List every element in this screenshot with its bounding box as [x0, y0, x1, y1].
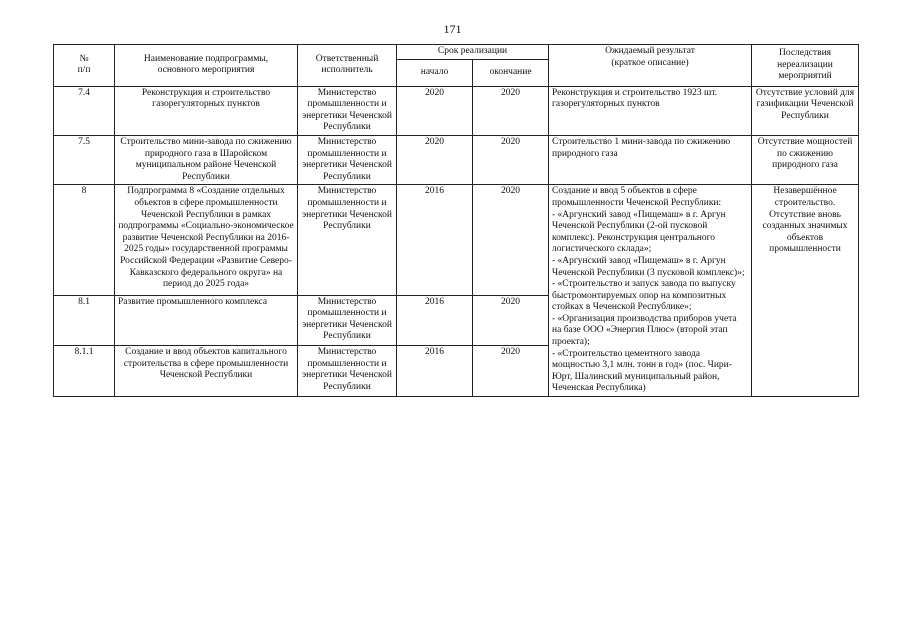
row-consequences: Отсутствие мощностей по сжижению природного газа: [752, 135, 859, 184]
row-num: 8.1.1: [54, 346, 115, 397]
row-start: 2020: [397, 135, 473, 184]
row-start: 2016: [397, 185, 473, 295]
row-executor: Министерство промышленности и энергетики Чеченской Республики: [298, 346, 397, 397]
header-name: Наименование подпрограммы, основного мероприятия: [115, 45, 298, 87]
header-result: Ожидаемый результат (краткое описание): [549, 45, 752, 87]
header-start: начало: [397, 59, 473, 86]
row-result: Строительство 1 мини-завода по сжижению природного газа: [549, 135, 752, 184]
row-executor: Министерство промышленности и энергетики Чеченской Республики: [298, 86, 397, 135]
header-period: Срок реализации: [397, 45, 549, 60]
row-start: 2016: [397, 295, 473, 346]
row-end: 2020: [473, 185, 549, 295]
row-consequences: Незавершённое строительство. Отсутствие вновь созданных значимых объектов промышленности: [752, 185, 859, 397]
header-end: окончание: [473, 59, 549, 86]
row-result: Создание и ввод 5 объектов в сфере промышленности Чеченской Республики: - «Аргунский завод «Пищемаш» в г. Аргун Чеченской Республики (2-ой пусковой комплекс). Реконструкция центрального логистического склада»; - «Аргунский завод «Пищемаш» в г. Аргун Чеченской Республики (3 пусковой комплекс)»; - «Строительство и запуск завода по выпуску быстромонтируемых опор на композитных стойках в Чеченской Республике»; - «Организация производства приборов учета на базе ООО «Энергия Плюс» (второй этап проекта); - «Строительство цементного завода мощностью 3,1 млн. тонн в год» (пос. Чири-Юрт, Шалинский муниципальный район, Чеченская Республика): [549, 185, 752, 397]
row-end: 2020: [473, 295, 549, 346]
row-num: 8.1: [54, 295, 115, 346]
row-start: 2020: [397, 86, 473, 135]
row-executor: Министерство промышленности и энергетики Чеченской Республики: [298, 185, 397, 295]
table-row: [54, 185, 859, 295]
header-num: № п/п: [54, 45, 115, 87]
row-num: 7.4: [54, 86, 115, 135]
row-end: 2020: [473, 346, 549, 397]
table-row: [54, 86, 859, 135]
row-end: 2020: [473, 135, 549, 184]
measures-table: [53, 44, 859, 397]
page-number: 171: [443, 22, 462, 36]
row-name: Строительство мини-завода по сжижению природного газа в Шаройском муниципальном районе Чеченской Республики: [115, 135, 298, 184]
row-executor: Министерство промышленности и энергетики Чеченской Республики: [298, 295, 397, 346]
header-consequences: Последствия нереализации мероприятий: [752, 45, 859, 87]
row-start: 2016: [397, 346, 473, 397]
row-name: Подпрограмма 8 «Создание отдельных объектов в сфере промышленности Чеченской Республики в рамках подпрограммы «Социально-экономическое развитие Чеченской Республики на 2016-2025 годы» государственной программы Российской Федерации «Развитие Северо-Кавказского федерального округа» на период до 2025 года»: [115, 185, 298, 295]
row-num: 7.5: [54, 135, 115, 184]
header-executor: Ответственный исполнитель: [298, 45, 397, 87]
header-row: [54, 45, 859, 60]
row-name: Реконструкция и строительство газорегуляторных пунктов: [115, 86, 298, 135]
row-consequences: Отсутствие условий для газификации Чеченской Республики: [752, 86, 859, 135]
row-end: 2020: [473, 86, 549, 135]
table-row: [54, 135, 859, 184]
row-num: 8: [54, 185, 115, 295]
row-name: Создание и ввод объектов капитального строительства в сфере промышленности Чеченской Республики: [115, 346, 298, 397]
row-result: Реконструкция и строительство 1923 шт. газорегуляторных пунктов: [549, 86, 752, 135]
row-name: Развитие промышленного комплекса: [115, 295, 298, 346]
row-executor: Министерство промышленности и энергетики Чеченской Республики: [298, 135, 397, 184]
